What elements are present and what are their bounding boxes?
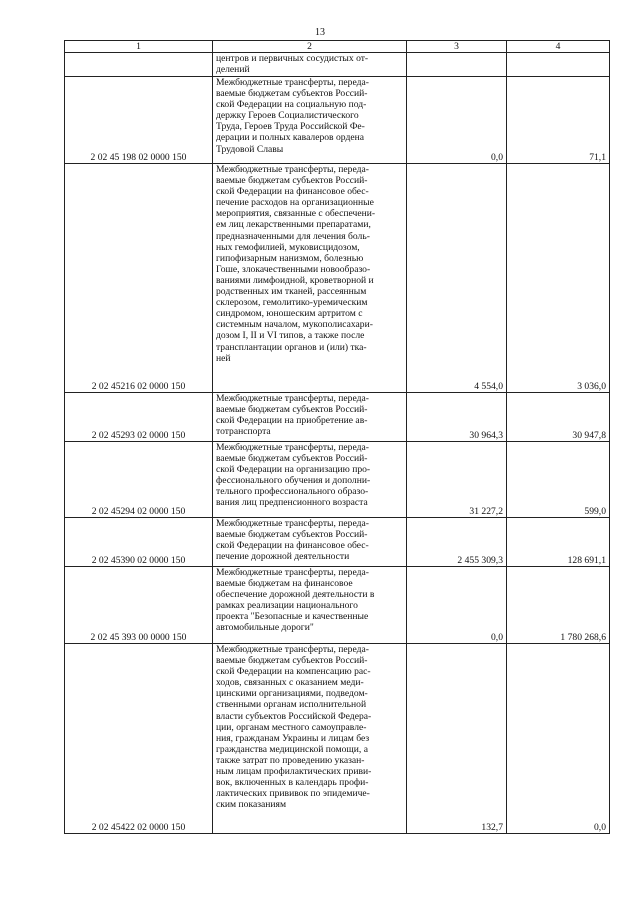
- table-row: [65, 164, 610, 393]
- row-value-3: 0,0: [407, 567, 507, 644]
- table-row: [65, 518, 610, 567]
- row-code: [65, 53, 213, 77]
- column-header: 2: [213, 41, 407, 53]
- row-name: Межбюджетные трансферты, переда- ваемые бюджетам субъектов Россий- ской Федерации на организацию про- фессионального обучения и дополни- тельного профессионального образо- вания лиц предпенсионного возраста: [213, 442, 407, 518]
- row-value-4: 0,0: [507, 644, 610, 834]
- row-value-3: 31 227,2: [407, 442, 507, 518]
- row-value-3: 132,7: [407, 644, 507, 834]
- column-header: 4: [507, 41, 610, 53]
- table-row: [65, 442, 610, 518]
- row-code: 2 02 45 393 00 0000 150: [65, 567, 213, 644]
- column-header: 1: [65, 41, 213, 53]
- budget-table: [64, 40, 610, 834]
- row-value-3: 4 554,0: [407, 164, 507, 393]
- row-code: 2 02 45294 02 0000 150: [65, 442, 213, 518]
- row-value-4: 1 780 268,6: [507, 567, 610, 644]
- row-code: 2 02 45293 02 0000 150: [65, 393, 213, 442]
- row-value-3: [407, 53, 507, 77]
- row-code: 2 02 45422 02 0000 150: [65, 644, 213, 834]
- table-row: [65, 77, 610, 164]
- row-code: 2 02 45390 02 0000 150: [65, 518, 213, 567]
- table-row: [65, 393, 610, 442]
- row-name: Межбюджетные трансферты, переда- ваемые бюджетам субъектов Россий- ской Федерации на финансовое обес- печение расходов на организационные мероприятия, связанные с обеспечени- ем лиц лекарственными препаратами, предназначенными для лечения боль- ных гемофилией, муковисцидозом, гипофизарным нанизмом, болезнью Гоше, злокачественными новообразо- ваниями лимфоидной, кроветворной и родственных им тканей, рассеянным склерозом, гемолитико-уремическим синдромом, юношеским артритом с системным началом, мукополисахари- дозом I, II и VI типов, а также после трансплантации органов и (или) тка- ней: [213, 164, 407, 393]
- row-code: 2 02 45 198 02 0000 150: [65, 77, 213, 164]
- row-value-4: 71,1: [507, 77, 610, 164]
- row-value-4: 128 691,1: [507, 518, 610, 567]
- column-header: 3: [407, 41, 507, 53]
- table-header-row: [65, 41, 610, 53]
- row-value-4: [507, 53, 610, 77]
- row-value-3: 2 455 309,3: [407, 518, 507, 567]
- row-value-3: 0,0: [407, 77, 507, 164]
- table-row: [65, 567, 610, 644]
- page-number: 13: [315, 27, 325, 38]
- row-name: центров и первичных сосудистых от- делений: [213, 53, 407, 77]
- table-row: [65, 644, 610, 834]
- row-value-4: 3 036,0: [507, 164, 610, 393]
- row-value-3: 30 964,3: [407, 393, 507, 442]
- row-value-4: 30 947,8: [507, 393, 610, 442]
- row-value-4: 599,0: [507, 442, 610, 518]
- row-name: Межбюджетные трансферты, переда- ваемые бюджетам субъектов Россий- ской Федерации на финансовое обес- печение дорожной деятельности: [213, 518, 407, 567]
- row-name: Межбюджетные трансферты, переда- ваемые бюджетам субъектов Россий- ской Федерации на компенсацию рас- ходов, связанных с оказанием меди- цинскими организациями, подведом- ственными органам исполнительной власти субъектов Российской Федера- ции, органам местного самоуправле- ния, гражданам Украины и лицам без гражданства медицинской помощи, а также затрат по проведению указан- ным лицам профилактических приви- вок, включенных в календарь профи- лактических прививок по эпидемиче- ским показаниям: [213, 644, 407, 834]
- row-name: Межбюджетные трансферты, переда- ваемые бюджетам субъектов Россий- ской Федерации на приобретение ав- тотранспорта: [213, 393, 407, 442]
- row-name: Межбюджетные трансферты, переда- ваемые бюджетам субъектов Россий- ской Федерации на социальную под- держку Героев Социалистического Труда, Героев Труда Российской Фе- дерации и полных кавалеров ордена Трудовой Славы: [213, 77, 407, 164]
- row-code: 2 02 45216 02 0000 150: [65, 164, 213, 393]
- table-row: [65, 53, 610, 77]
- row-name: Межбюджетные трансферты, переда- ваемые бюджетам на финансовое обеспечение дорожной деятельности в рамках реализации национального проекта "Безопасные и качественные автомобильные дороги": [213, 567, 407, 644]
